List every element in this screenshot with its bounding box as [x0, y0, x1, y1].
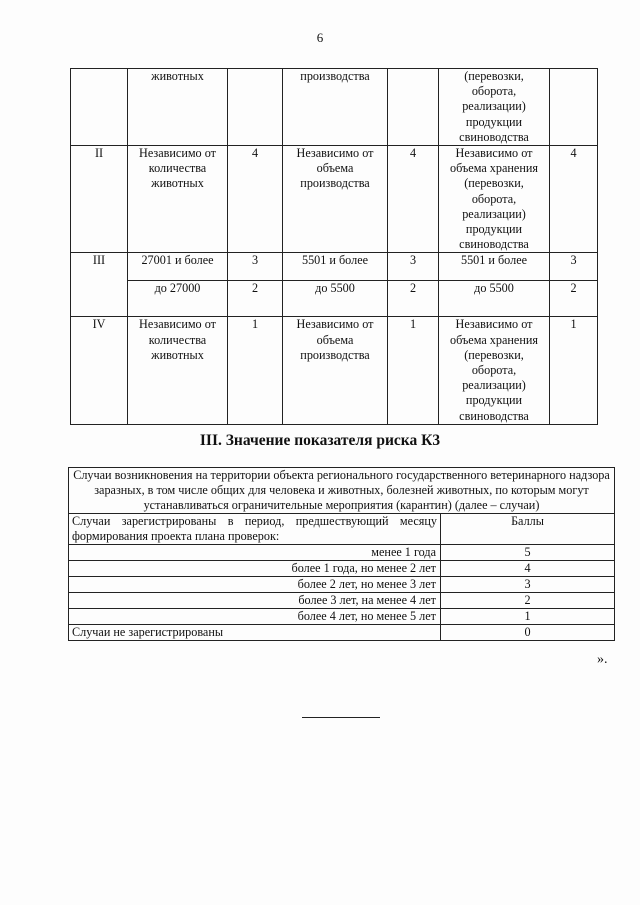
table-row [71, 69, 598, 146]
table-cell: 5501 и более [283, 253, 388, 281]
table-row [69, 561, 615, 577]
period-cell: менее 1 года [69, 545, 441, 561]
table-cell: производства [283, 69, 388, 146]
table-cell [550, 69, 598, 146]
table-cell: (перевозки, оборота, реализации) продукции свиноводства [439, 69, 550, 146]
table-cell: 4 [388, 146, 439, 253]
period-cell: более 3 лет, на менее 4 лет [69, 593, 441, 609]
table-cell: 2 [388, 281, 439, 317]
table-cell: 27001 и более [128, 253, 228, 281]
table-cell: 1 [228, 317, 283, 424]
table-cell: II [71, 146, 128, 253]
column-header-score: Баллы [441, 514, 615, 545]
table-cell: Независимо от объема хранения (перевозки, оборота, реализации) продукции свиноводства [439, 146, 550, 253]
table-cell: 2 [550, 281, 598, 317]
table-cell: III [71, 253, 128, 317]
score-cell: 5 [441, 545, 615, 561]
table-row [69, 593, 615, 609]
score-cell: 1 [441, 609, 615, 625]
risk-table-k3 [68, 467, 615, 641]
column-header-period: Случаи зарегистрированы в период, предшествующий месяцу формирования проекта плана проверок: [69, 514, 441, 545]
table-cell: 3 [228, 253, 283, 281]
period-cell: более 1 года, но менее 2 лет [69, 561, 441, 577]
table-cell: 4 [228, 146, 283, 253]
table-row [71, 253, 598, 281]
table-cell: Независимо от количества животных [128, 146, 228, 253]
table-row [69, 514, 615, 545]
score-cell: 4 [441, 561, 615, 577]
table-cell: до 27000 [128, 281, 228, 317]
table-cell: Независимо от количества животных [128, 317, 228, 424]
table-cell: 1 [388, 317, 439, 424]
table-cell [388, 69, 439, 146]
table-cell: Независимо от объема производства [283, 317, 388, 424]
table-cell: 4 [550, 146, 598, 253]
table-row [69, 545, 615, 561]
table-cell [71, 69, 128, 146]
table-row [69, 625, 615, 641]
section-heading: III. Значение показателя риска К3 [199, 432, 441, 449]
table-cell: Независимо от объема хранения (перевозки, оборота, реализации) продукции свиноводства [439, 317, 550, 424]
table-cell: до 5500 [283, 281, 388, 317]
table-row [69, 577, 615, 593]
score-cell: 0 [441, 625, 615, 641]
table-cell: IV [71, 317, 128, 424]
table-cell: животных [128, 69, 228, 146]
table-cell: 5501 и более [439, 253, 550, 281]
table-cell [228, 69, 283, 146]
table-cell: Независимо от объема производства [283, 146, 388, 253]
table-row [69, 468, 615, 514]
table-row [71, 317, 598, 424]
divider [302, 717, 380, 718]
table-cell: 3 [550, 253, 598, 281]
score-cell: 3 [441, 577, 615, 593]
period-cell: более 4 лет, но менее 5 лет [69, 609, 441, 625]
table-header-cell: Случаи возникновения на территории объекта регионального государственного ветеринарного надзора заразных, в том числе общих для человека и животных, болезней животных, по которым могут устанавливаться ограничительные мероприятия (карантин) (далее – случаи) [69, 468, 615, 514]
table-cell: 2 [228, 281, 283, 317]
period-cell: более 2 лет, но менее 3 лет [69, 577, 441, 593]
page-number: 6 [316, 30, 324, 45]
score-cell: 2 [441, 593, 615, 609]
table-row [71, 281, 598, 317]
risk-table-k2 [70, 68, 598, 425]
table-cell: 3 [388, 253, 439, 281]
table-cell: 1 [550, 317, 598, 424]
table-cell: до 5500 [439, 281, 550, 317]
period-cell: Случаи не зарегистрированы [69, 625, 441, 641]
table-row [69, 609, 615, 625]
closing-quote: ». [597, 652, 608, 667]
table-row [71, 146, 598, 253]
